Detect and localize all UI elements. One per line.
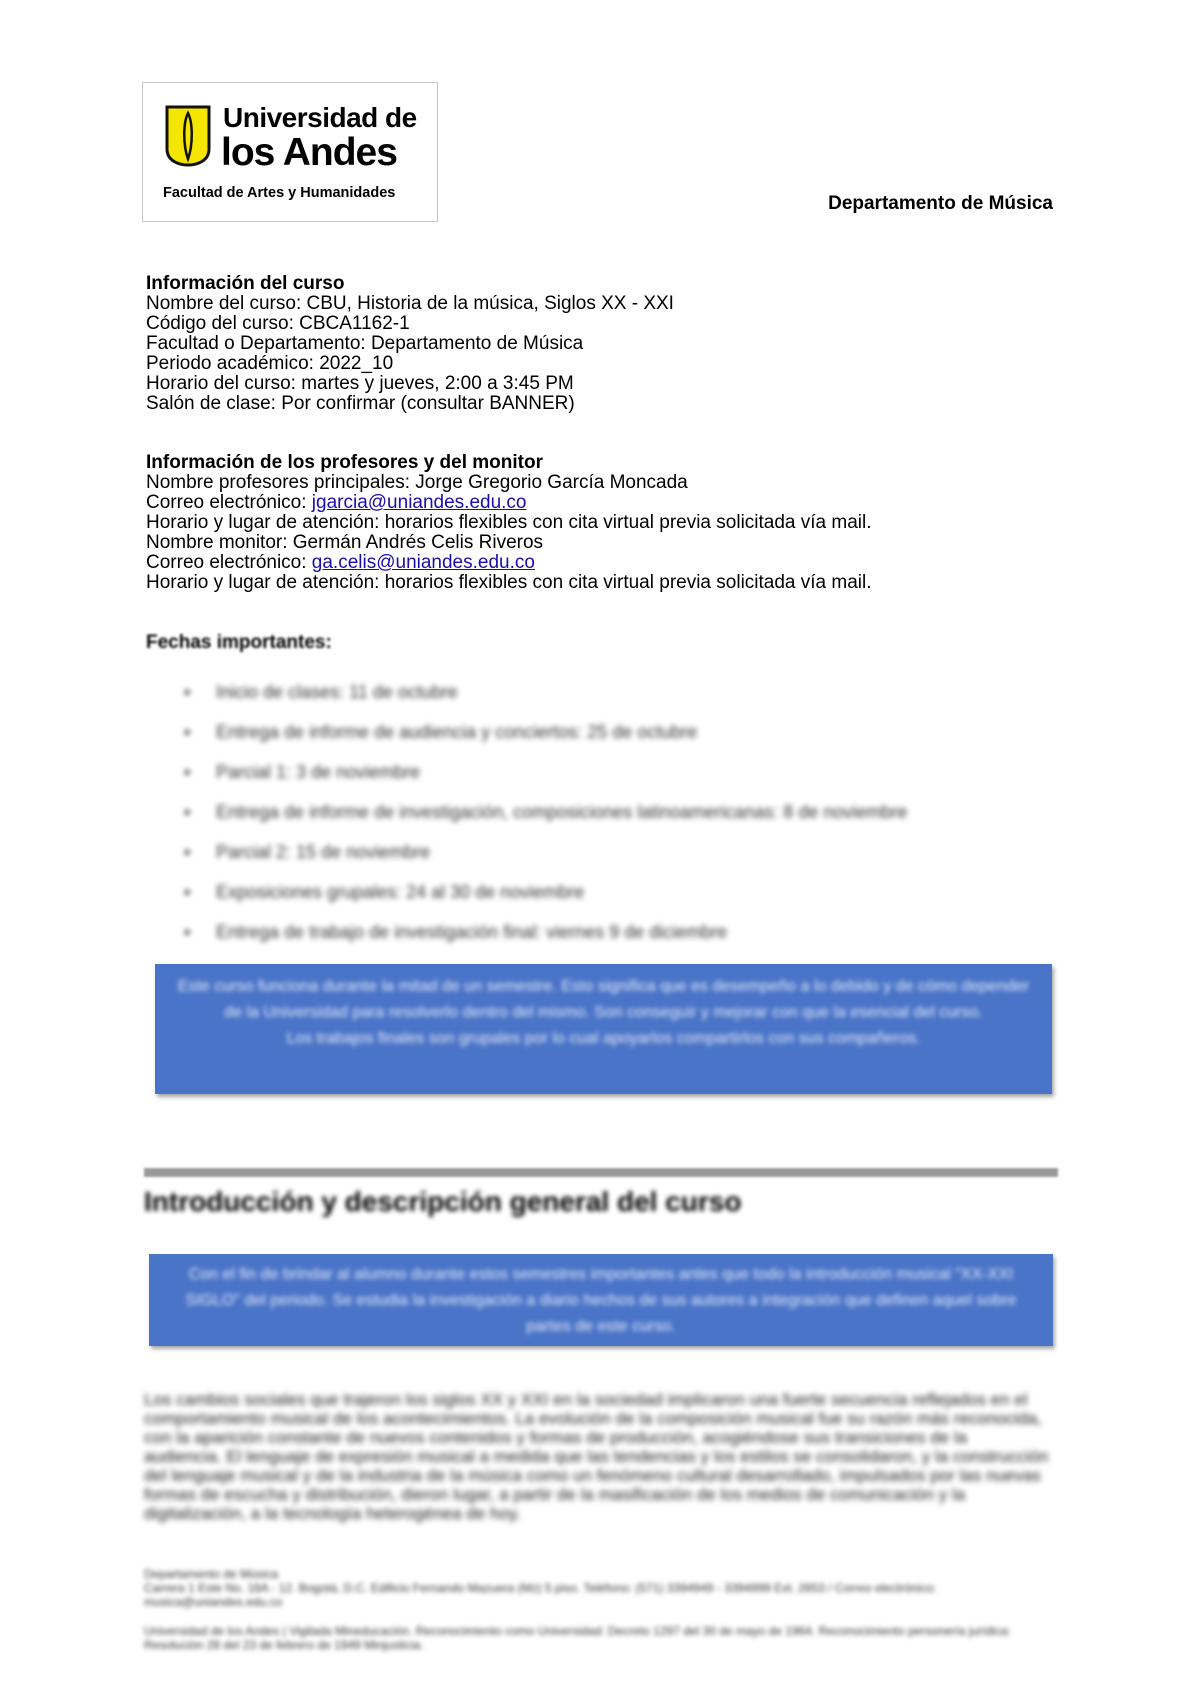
course-faculty: Facultad o Departamento: Departamento de Música bbox=[146, 333, 584, 354]
body-paragraph: Los cambios sociales que trajeron los siglos XX y XXI en la sociedad implicaron una fuerte secuencia reflejados en el comportamiento musical de los acontecimientos. La evolución de la composición musical fue su razón más reconocida, con la aparición constante de nuevos contenidos y formas de producción, acogiéndose sus transiciones de la audiencia. El lenguaje de expresión musical a medida que las tendencias y los estilos se consolidaron, y la construcción del lenguaje musical y de la industria de la música como un fenómeno cultural desarrollado, impulsados por las nuevas formas de escucha y distribución, dieron lugar, a partir de la masificación de los medios de comunicación y la digitalización, a la tecnología heterogénea de hoy. bbox=[144, 1390, 1049, 1523]
intro-box-text: Con el fin de brindar al alumno durante estos semestres importantes antes que todo la introducción musical "XX-XXI SIGLO" del periodo. Se estudia la investigación a diario hechos de sus autores a integración que definen aquel sobre partes de este curso. bbox=[185, 1266, 1017, 1335]
list-item: ▪ Entrega de informe de audiencia y conciertos: 25 de octubre bbox=[184, 722, 698, 742]
monitor-hours: Horario y lugar de atención: horarios flexibles con cita virtual previa solicitada vía mail. bbox=[146, 572, 872, 593]
email-label: Correo electrónico: bbox=[146, 492, 312, 513]
notice-text-1: Este curso funciona durante la mitad de un semestre. Esto significa que es desempeño a lo debido y de cómo depender de la Universidad para resolverlo dentro del mismo. Son conseguir y mejorar con que la esencial del curso. bbox=[177, 978, 1030, 1021]
professor-email-row bbox=[146, 493, 872, 513]
list-item: ▪ Parcial 2: 15 de noviembre bbox=[184, 842, 431, 862]
important-dates-list bbox=[184, 672, 907, 952]
important-dates-title: Fechas importantes: bbox=[146, 632, 332, 653]
list-item: ▪ Entrega de trabajo de investigación final: viernes 9 de diciembre bbox=[184, 922, 728, 942]
list-item: ▪ Inicio de clases: 11 de octubre bbox=[184, 682, 458, 702]
section-divider bbox=[144, 1168, 1058, 1177]
logo-text-faculty: Facultad de Artes y Humanidades bbox=[163, 185, 396, 201]
logo-text-line2: los Andes bbox=[221, 131, 397, 174]
department-heading: Departamento de Música bbox=[828, 193, 1053, 214]
professor-email-link[interactable]: jgarcia@uniandes.edu.co bbox=[311, 492, 527, 513]
course-info-title: Información del curso bbox=[146, 273, 345, 294]
footer-contact bbox=[144, 1567, 1049, 1609]
monitor-email-row bbox=[146, 553, 872, 573]
course-code: Código del curso: CBCA1162-1 bbox=[146, 313, 410, 334]
shield-logo-icon bbox=[165, 105, 211, 167]
course-info-section bbox=[146, 274, 674, 414]
university-logo bbox=[142, 82, 438, 222]
footer-line2: Carrera 1 Este No. 18A - 12. Bogotá, D.C. Edificio Fernando Mazuera (Mz) 5 piso. Teléfono: (571) 3394949 - 3394999 Ext. 2653 / Correo electrónico: musica@uniandes.edu.co bbox=[144, 1581, 937, 1609]
professor-name: Nombre profesores principales: Jorge Gregorio García Moncada bbox=[146, 472, 688, 493]
monitor-email-link[interactable]: ga.celis@uniandes.edu.co bbox=[311, 552, 535, 573]
professors-info-section bbox=[146, 453, 872, 593]
logo-text-line1: Universidad de bbox=[223, 102, 417, 133]
notice-box bbox=[155, 964, 1052, 1094]
section-title: Introducción y descripción general del curso bbox=[144, 1186, 742, 1217]
notice-text-2: Los trabajos finales son grupales por lo cual apoyarlos compartirlos con sus compañeros. bbox=[286, 1030, 921, 1047]
footer-line1: Departamento de Música bbox=[144, 1567, 279, 1581]
professor-hours: Horario y lugar de atención: horarios flexibles con cita virtual previa solicitada vía mail. bbox=[146, 512, 872, 533]
list-item: ▪ Parcial 1: 3 de noviembre bbox=[184, 762, 421, 782]
course-schedule: Horario del curso: martes y jueves, 2:00 a 3:45 PM bbox=[146, 373, 574, 394]
list-item: ▪ Exposiciones grupales: 24 al 30 de noviembre bbox=[184, 882, 585, 902]
intro-box bbox=[149, 1254, 1053, 1346]
footer-legal: Universidad de los Andes | Vigilada Mineducación. Reconocimiento como Universidad: Decreto 1297 del 30 de mayo de 1964. Reconocimiento personería jurídica: Resolución 28 del 23 de febrero de 1949 Minjusticia. bbox=[144, 1624, 1011, 1652]
email-label: Correo electrónico: bbox=[146, 552, 312, 573]
course-period: Periodo académico: 2022_10 bbox=[146, 353, 394, 374]
course-name: Nombre del curso: CBU, Historia de la música, Siglos XX - XXI bbox=[146, 293, 674, 314]
list-item: ▪ Entrega de informe de investigación, composiciones latinoamericanas: 8 de noviembre bbox=[184, 802, 908, 822]
professors-info-title: Información de los profesores y del monitor bbox=[146, 452, 543, 473]
course-room: Salón de clase: Por confirmar (consultar BANNER) bbox=[146, 393, 575, 414]
monitor-name: Nombre monitor: Germán Andrés Celis Riveros bbox=[146, 532, 544, 553]
